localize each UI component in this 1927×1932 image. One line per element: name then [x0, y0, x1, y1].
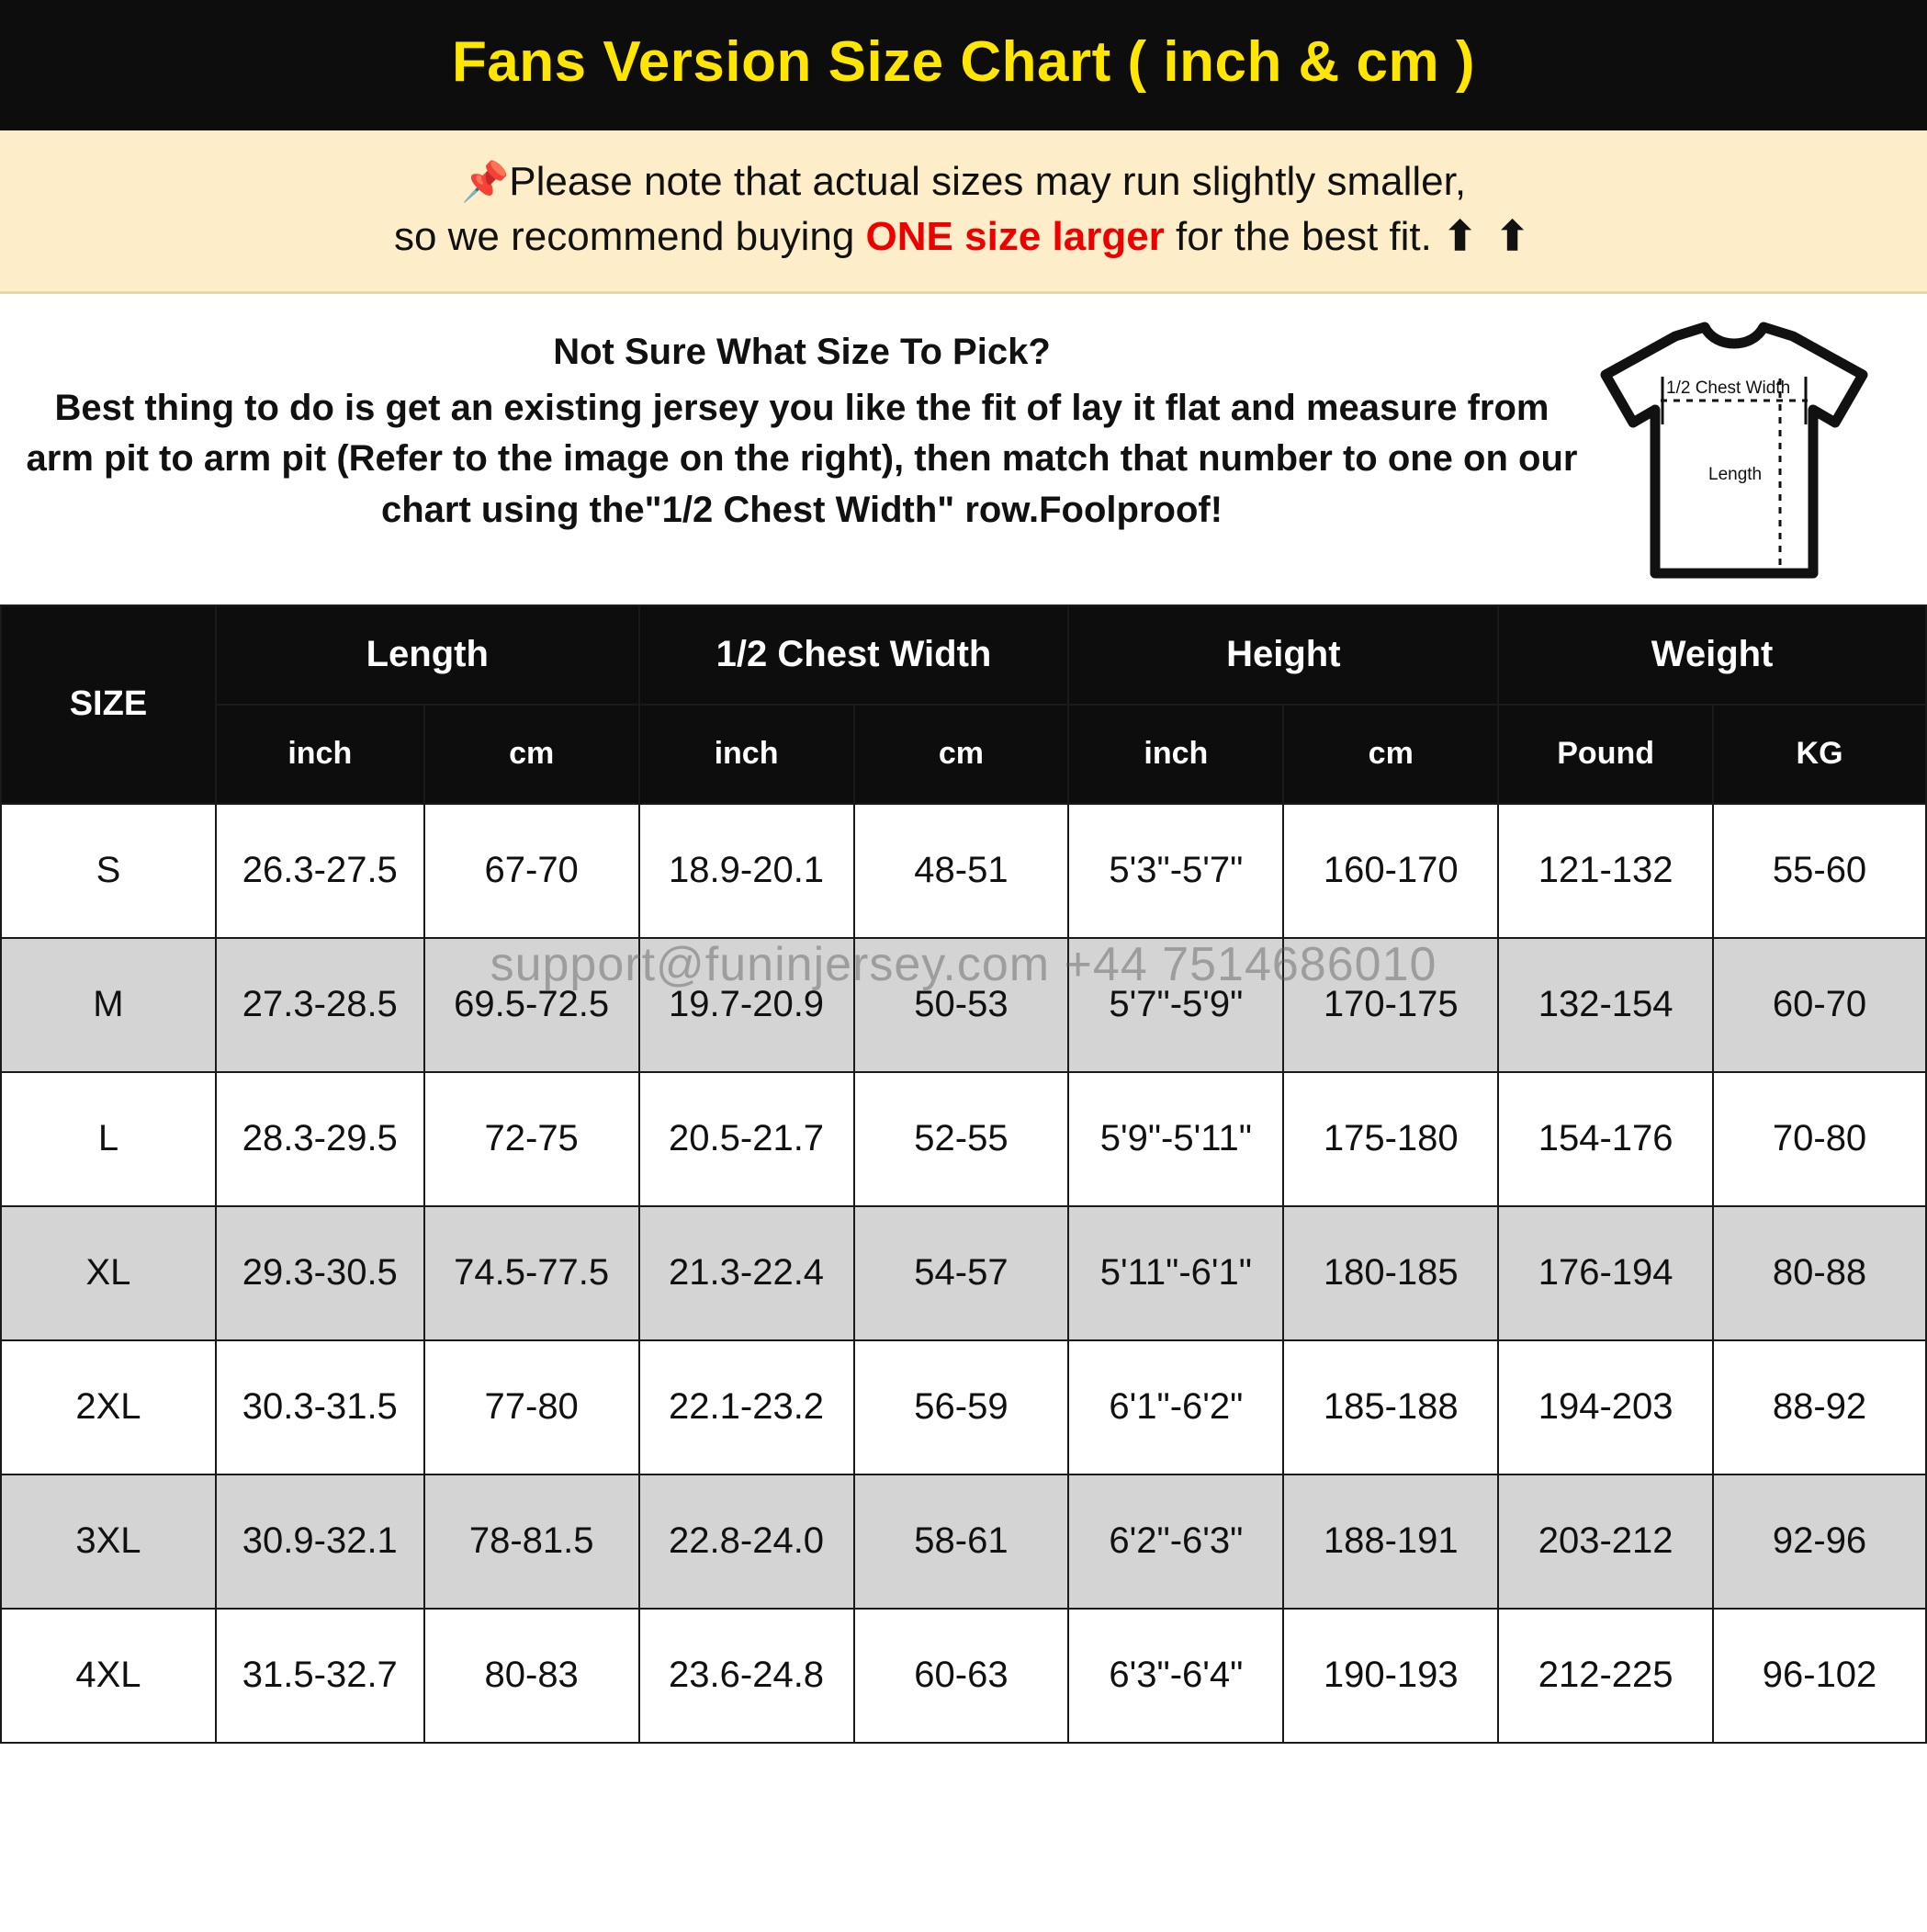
cell-chest-inch: 21.3-22.4 — [639, 1206, 854, 1340]
cell-weight-pound: 194-203 — [1498, 1340, 1713, 1474]
note-text-1: Please note that actual sizes may run slightly smaller, — [509, 159, 1467, 205]
tshirt-diagram — [1578, 314, 1918, 588]
cell-height-cm: 160-170 — [1283, 804, 1498, 938]
header-unit-weight-kg: KG — [1713, 705, 1926, 804]
cell-length-cm: 80-83 — [424, 1609, 639, 1743]
row-size: 2XL — [1, 1340, 216, 1474]
cell-weight-pound: 132-154 — [1498, 938, 1713, 1072]
cell-length-cm: 78-81.5 — [424, 1474, 639, 1609]
up-arrows-icon: ⬆ ⬆ — [1443, 213, 1534, 259]
cell-weight-kg: 88-92 — [1713, 1340, 1926, 1474]
cell-height-inch: 5'11"-6'1" — [1068, 1206, 1283, 1340]
cell-height-inch: 6'1"-6'2" — [1068, 1340, 1283, 1474]
table-row — [1, 1340, 1926, 1474]
advice-text-block — [9, 314, 1578, 536]
cell-chest-cm: 58-61 — [854, 1474, 1069, 1609]
cell-weight-kg: 70-80 — [1713, 1072, 1926, 1206]
size-table — [0, 604, 1927, 1744]
cell-length-cm: 72-75 — [424, 1072, 639, 1206]
cell-chest-cm: 54-57 — [854, 1206, 1069, 1340]
cell-weight-kg: 96-102 — [1713, 1609, 1926, 1743]
table-row — [1, 1609, 1926, 1743]
cell-chest-inch: 22.8-24.0 — [639, 1474, 854, 1609]
header-size: SIZE — [1, 605, 216, 804]
cell-weight-kg: 60-70 — [1713, 938, 1926, 1072]
cell-length-inch: 30.3-31.5 — [216, 1340, 424, 1474]
header-unit-length-cm: cm — [424, 705, 639, 804]
cell-chest-inch: 18.9-20.1 — [639, 804, 854, 938]
advice-body: Best thing to do is get an existing jersey you like the fit of lay it flat and measure from arm pit to arm pit (Refer to the image on the right), then match that number to one on our chart using the"1/2 Chest Width" row.Foolproof! — [26, 388, 1578, 530]
cell-height-inch: 5'3"-5'7" — [1068, 804, 1283, 938]
cell-height-cm: 185-188 — [1283, 1340, 1498, 1474]
row-size: 3XL — [1, 1474, 216, 1609]
cell-chest-inch: 20.5-21.7 — [639, 1072, 854, 1206]
header-unit-height-inch: inch — [1068, 705, 1283, 804]
cell-chest-cm: 60-63 — [854, 1609, 1069, 1743]
cell-length-cm: 77-80 — [424, 1340, 639, 1474]
diagram-chest-label: 1/2 Chest Width — [1666, 378, 1791, 398]
cell-weight-pound: 176-194 — [1498, 1206, 1713, 1340]
row-size: XL — [1, 1206, 216, 1340]
note-line-2 — [0, 209, 1927, 264]
note-emphasis: ONE size larger — [865, 213, 1165, 259]
table-row — [1, 804, 1926, 938]
size-note-banner — [0, 130, 1927, 294]
cell-height-cm: 188-191 — [1283, 1474, 1498, 1609]
cell-chest-cm: 56-59 — [854, 1340, 1069, 1474]
table-row — [1, 938, 1926, 1072]
cell-chest-inch: 23.6-24.8 — [639, 1609, 854, 1743]
pushpin-icon: 📌 — [460, 160, 510, 204]
header-group-chest-width: 1/2 Chest Width — [639, 605, 1069, 705]
advice-headline: Not Sure What Size To Pick? — [553, 331, 1051, 372]
cell-height-cm: 180-185 — [1283, 1206, 1498, 1340]
cell-chest-inch: 22.1-23.2 — [639, 1340, 854, 1474]
cell-chest-cm: 52-55 — [854, 1072, 1069, 1206]
tshirt-measure-icon — [1587, 322, 1881, 588]
table-row — [1, 1072, 1926, 1206]
header-unit-chest-cm: cm — [854, 705, 1069, 804]
cell-chest-cm: 48-51 — [854, 804, 1069, 938]
table-group-header-row — [1, 605, 1926, 705]
cell-length-inch: 28.3-29.5 — [216, 1072, 424, 1206]
header-group-height: Height — [1068, 605, 1498, 705]
note-line-1 — [0, 154, 1927, 209]
note-text-2-prefix: so we recommend buying — [393, 213, 866, 259]
cell-length-cm: 67-70 — [424, 804, 639, 938]
table-row — [1, 1474, 1926, 1609]
cell-height-inch: 6'2"-6'3" — [1068, 1474, 1283, 1609]
header-unit-height-cm: cm — [1283, 705, 1498, 804]
table-unit-header-row — [1, 705, 1926, 804]
cell-length-inch: 31.5-32.7 — [216, 1609, 424, 1743]
cell-weight-pound: 212-225 — [1498, 1609, 1713, 1743]
cell-height-cm: 170-175 — [1283, 938, 1498, 1072]
cell-chest-inch: 19.7-20.9 — [639, 938, 854, 1072]
advice-section — [0, 294, 1927, 604]
cell-length-inch: 30.9-32.1 — [216, 1474, 424, 1609]
cell-weight-kg: 55-60 — [1713, 804, 1926, 938]
row-size: L — [1, 1072, 216, 1206]
cell-chest-cm: 50-53 — [854, 938, 1069, 1072]
cell-height-inch: 5'7"-5'9" — [1068, 938, 1283, 1072]
cell-weight-pound: 203-212 — [1498, 1474, 1713, 1609]
cell-weight-kg: 92-96 — [1713, 1474, 1926, 1609]
cell-weight-pound: 121-132 — [1498, 804, 1713, 938]
cell-length-inch: 26.3-27.5 — [216, 804, 424, 938]
header-group-length: Length — [216, 605, 639, 705]
cell-height-inch: 5'9"-5'11" — [1068, 1072, 1283, 1206]
cell-length-cm: 74.5-77.5 — [424, 1206, 639, 1340]
note-text-2-suffix: for the best fit. — [1164, 213, 1444, 259]
size-table-head — [1, 605, 1926, 804]
cell-height-cm: 175-180 — [1283, 1072, 1498, 1206]
header-unit-weight-pound: Pound — [1498, 705, 1713, 804]
size-table-body — [1, 804, 1926, 1743]
page-title: Fans Version Size Chart ( inch & cm ) — [451, 30, 1476, 94]
header-group-weight: Weight — [1498, 605, 1926, 705]
chart-title-bar — [0, 0, 1927, 130]
row-size: 4XL — [1, 1609, 216, 1743]
cell-weight-pound: 154-176 — [1498, 1072, 1713, 1206]
header-unit-length-inch: inch — [216, 705, 424, 804]
cell-height-inch: 6'3"-6'4" — [1068, 1609, 1283, 1743]
row-size: S — [1, 804, 216, 938]
table-row — [1, 1206, 1926, 1340]
cell-length-inch: 27.3-28.5 — [216, 938, 424, 1072]
cell-length-inch: 29.3-30.5 — [216, 1206, 424, 1340]
row-size: M — [1, 938, 216, 1072]
cell-height-cm: 190-193 — [1283, 1609, 1498, 1743]
cell-length-cm: 69.5-72.5 — [424, 938, 639, 1072]
diagram-length-label: Length — [1708, 464, 1763, 484]
cell-weight-kg: 80-88 — [1713, 1206, 1926, 1340]
header-unit-chest-inch: inch — [639, 705, 854, 804]
contact-watermark: support@funinjersey.com +44 7514686010 — [490, 938, 1437, 991]
